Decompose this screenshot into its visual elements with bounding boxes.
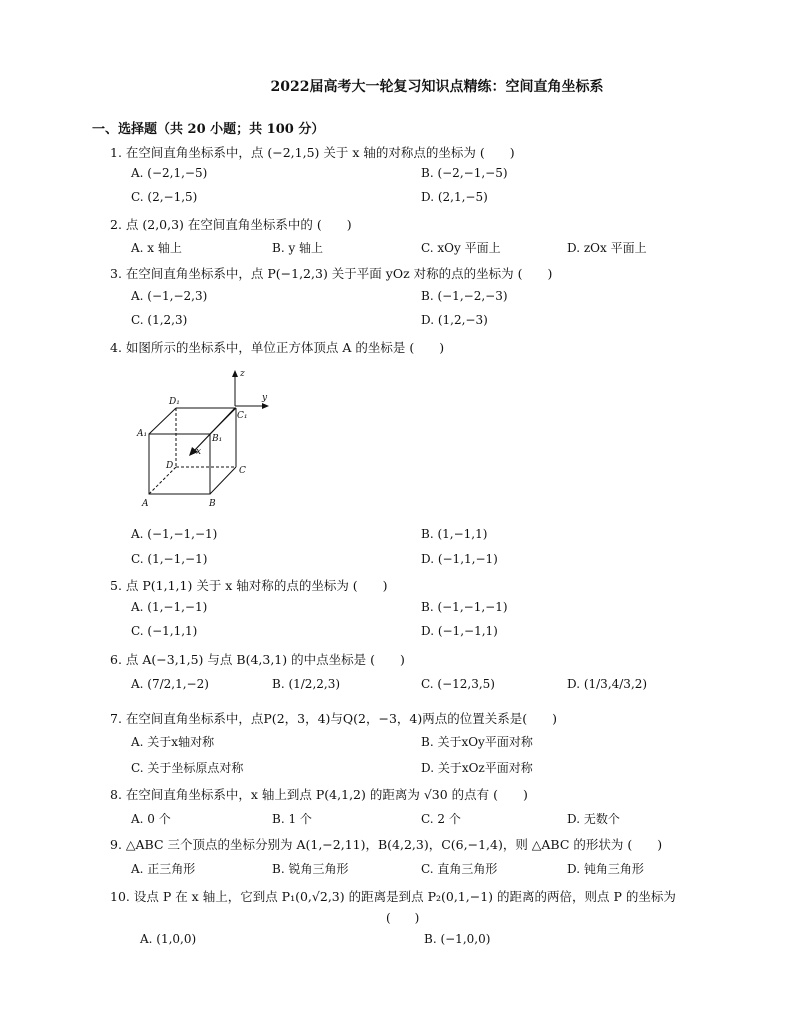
vertex-c1-label: C₁ [237,411,248,421]
question-9-stem: 9. △ABC 三个顶点的坐标分别为 A(1,−2,11)，B(4,2,3)，C(6,−1,4)，则 △ABC 的形状为 ( ) [110,837,663,852]
q3-option-a[interactable]: A. (−1,−2,3) [131,289,208,303]
q3-option-d[interactable]: D. (1,2,−3) [421,313,488,327]
q6-option-b[interactable]: B. (1/2,2,3) [272,677,341,691]
question-10-bracket: ( ) [386,911,420,925]
q3-option-b[interactable]: B. (−1,−2,−3) [421,289,508,303]
q6-option-a[interactable]: A. (7/2,1,−2) [131,677,209,691]
q7-option-c[interactable]: C. 关于坐标原点对称 [131,761,244,775]
q2-option-d[interactable]: D. zOx 平面上 [567,241,647,255]
question-1-stem: 1. 在空间直角坐标系中，点 (−2,1,5) 关于 x 轴的对称点的坐标为 ( ) [110,145,515,160]
question-7-stem: 7. 在空间直角坐标系中，点P(2，3，4)与Q(2，−3，4)两点的位置关系是( ) [110,711,558,726]
q9-option-b[interactable]: B. 锐角三角形 [272,862,349,876]
q8-option-c[interactable]: C. 2 个 [421,812,461,826]
q1-option-b[interactable]: B. (−2,−1,−5) [421,166,508,180]
q7-option-d[interactable]: D. 关于xOz平面对称 [421,761,533,775]
q4-option-b[interactable]: B. (1,−1,1) [421,527,488,541]
q5-option-d[interactable]: D. (−1,−1,1) [421,624,498,638]
q9-option-c[interactable]: C. 直角三角形 [421,862,498,876]
question-8-stem: 8. 在空间直角坐标系中，x 轴上到点 P(4,1,2) 的距离为 √30 的点有 ( ) [110,787,528,802]
q10-option-b[interactable]: B. (−1,0,0) [424,932,491,946]
q6-option-d[interactable]: D. (1/3,4/3,2) [567,677,648,691]
axis-y-label: y [262,393,268,403]
q2-option-b[interactable]: B. y 轴上 [272,241,324,255]
axis-x-label: x [196,447,202,457]
q8-option-d[interactable]: D. 无数个 [567,812,620,826]
q5-option-b[interactable]: B. (−1,−1,−1) [421,600,508,614]
vertex-d-label: D [166,461,174,471]
q9-option-d[interactable]: D. 钝角三角形 [567,862,644,876]
q5-option-c[interactable]: C. (−1,1,1) [131,624,198,638]
q5-option-a[interactable]: A. (1,−1,−1) [131,600,208,614]
q1-option-d[interactable]: D. (2,1,−5) [421,190,488,204]
q8-option-b[interactable]: B. 1 个 [272,812,312,826]
q1-option-c[interactable]: C. (2,−1,5) [131,190,198,204]
vertex-a1-label: A₁ [137,429,148,439]
q7-option-a[interactable]: A. 关于x轴对称 [131,735,215,749]
question-4-stem: 4. 如图所示的坐标系中，单位正方体顶点 A 的坐标是 ( ) [110,340,445,355]
cube-figure [136,368,286,513]
question-2-stem: 2. 点 (2,0,3) 在空间直角坐标系中的 ( ) [110,217,352,232]
vertex-b-label: B [209,499,216,509]
q1-option-a[interactable]: A. (−2,1,−5) [131,166,208,180]
vertex-b1-label: B₁ [212,434,223,444]
q4-option-a[interactable]: A. (−1,−1,−1) [131,527,218,541]
q2-option-c[interactable]: C. xOy 平面上 [421,241,501,255]
axis-z-label: z [240,369,245,379]
page-title: 2022届高考大一轮复习知识点精练：空间直角坐标系 [270,79,604,95]
q2-option-a[interactable]: A. x 轴上 [131,241,182,255]
q8-option-a[interactable]: A. 0 个 [131,812,171,826]
q7-option-b[interactable]: B. 关于xOy平面对称 [421,735,533,749]
q4-option-c[interactable]: C. (1,−1,−1) [131,552,208,566]
q6-option-c[interactable]: C. (−12,3,5) [421,677,495,691]
vertex-d1-label: D₁ [169,397,180,407]
vertex-c-label: C [239,466,246,476]
q4-option-d[interactable]: D. (−1,1,−1) [421,552,498,566]
q3-option-c[interactable]: C. (1,2,3) [131,313,188,327]
vertex-a-label: A [142,499,149,509]
section-heading: 一、选择题（共 20 小题；共 100 分） [92,122,325,137]
question-6-stem: 6. 点 A(−3,1,5) 与点 B(4,3,1) 的中点坐标是 ( ) [110,652,405,667]
q10-option-a[interactable]: A. (1,0,0) [140,932,197,946]
q9-option-a[interactable]: A. 正三角形 [131,862,196,876]
question-5-stem: 5. 点 P(1,1,1) 关于 x 轴对称的点的坐标为 ( ) [110,578,388,593]
question-3-stem: 3. 在空间直角坐标系中，点 P(−1,2,3) 关于平面 yOz 对称的点的坐标为 ( ) [110,266,553,281]
question-10-stem: 10. 设点 P 在 x 轴上，它到点 P₁(0,√2,3) 的距离是到点 P₂(0,1,−1) 的距离的两倍，则点 P 的坐标为 [110,889,676,904]
